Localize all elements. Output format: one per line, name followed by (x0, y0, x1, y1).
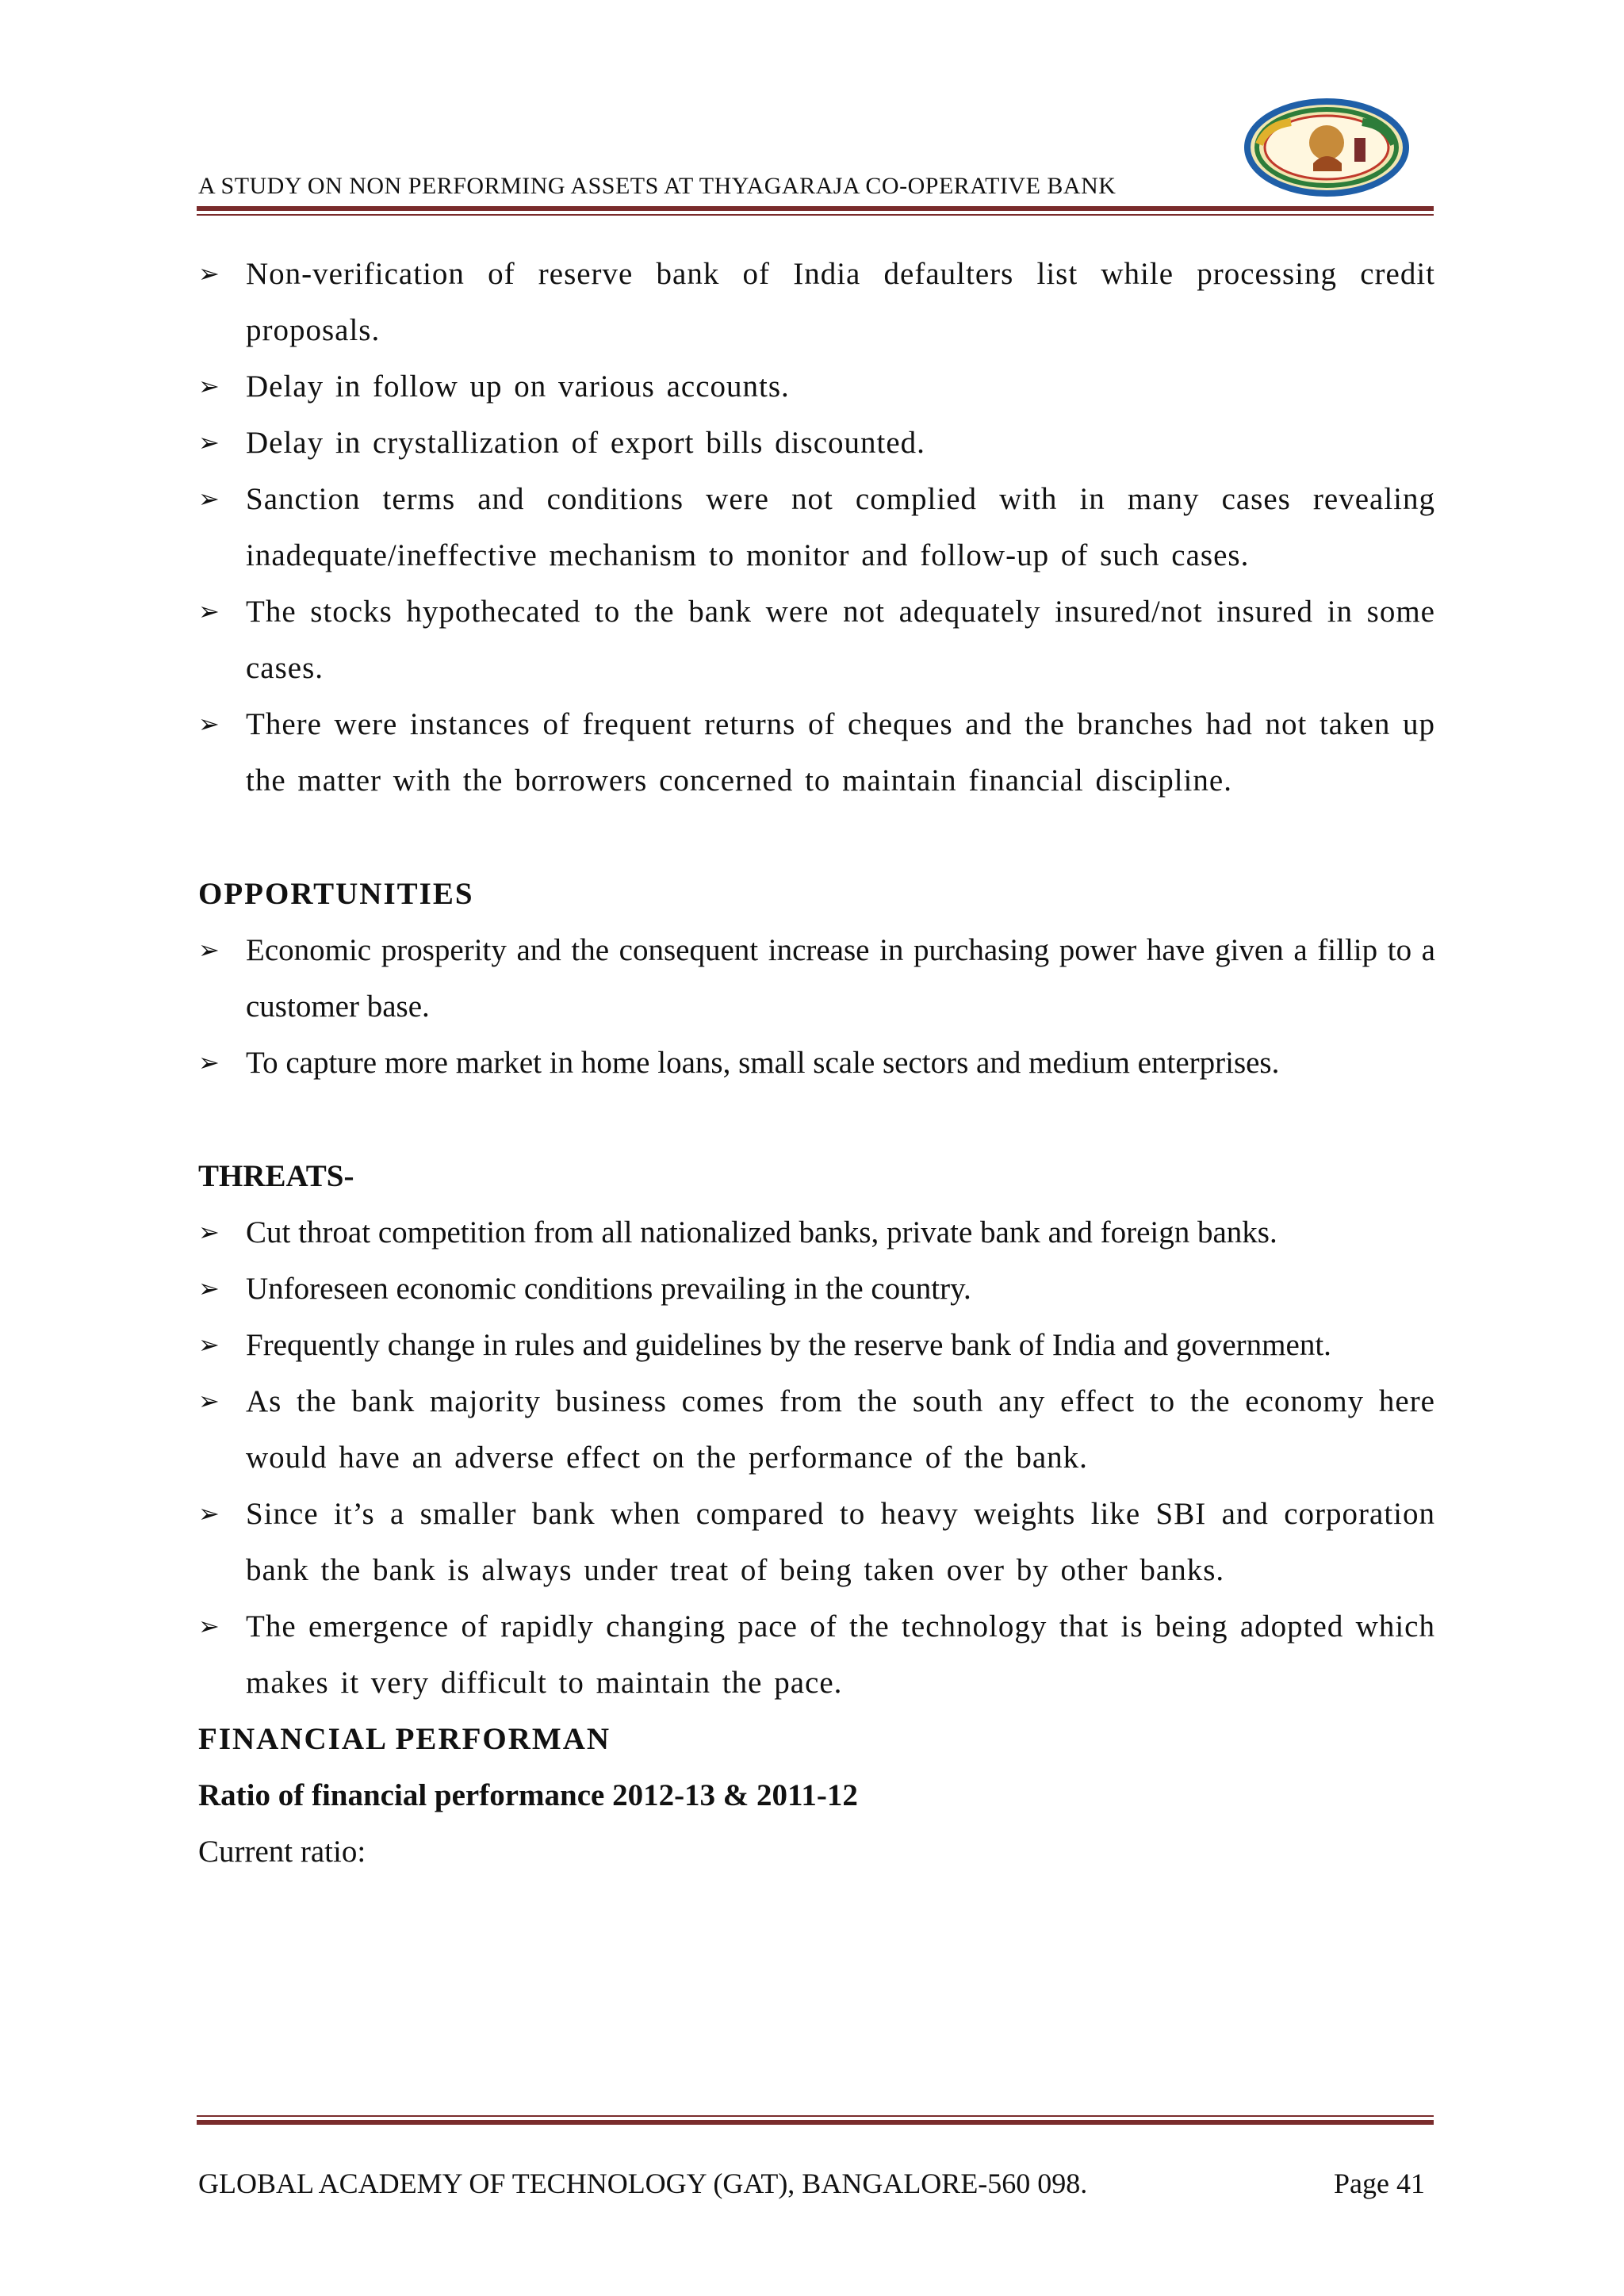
arrowhead-bullet-icon: ➢ (198, 1330, 220, 1360)
arrowhead-bullet-icon: ➢ (198, 1498, 220, 1529)
list-item: ➢ To capture more market in home loans, small scale sectors and medium enterprises. (198, 1035, 1435, 1091)
list-item: ➢ Delay in follow up on various accounts. (198, 358, 1435, 415)
arrowhead-bullet-icon: ➢ (198, 484, 220, 514)
list-item: ➢ Sanction terms and conditions were not complied with in many cases revealing inadequate/ineffective mechanism to monitor and follow-up of such cases. (198, 471, 1435, 584)
list-item: ➢ There were instances of frequent returns of cheques and the branches had not taken up the matter with the borrowers concerned to maintain financial discipline. (198, 696, 1435, 809)
page-content (198, 246, 1435, 1880)
threats-list (198, 1204, 1435, 1711)
list-item: ➢ As the bank majority business comes from the south any effect to the economy here would have an adverse effect on the performance of the bank. (198, 1373, 1435, 1486)
list-item: ➢ Non-verification of reserve bank of India defaulters list while processing credit proposals. (198, 246, 1435, 358)
list-item: ➢ Economic prosperity and the consequent increase in purchasing power have given a fillip to a customer base. (198, 922, 1435, 1035)
arrowhead-bullet-icon: ➢ (198, 1273, 220, 1303)
bank-emblem-logo (1243, 94, 1410, 197)
arrowhead-bullet-icon: ➢ (198, 427, 220, 457)
list-item: ➢ Frequently change in rules and guidelines by the reserve bank of India and government. (198, 1317, 1435, 1373)
page-header-title: A STUDY ON NON PERFORMING ASSETS AT THYAGARAJA CO-OPERATIVE BANK (198, 173, 1116, 199)
list-item: ➢ Unforeseen economic conditions prevailing in the country. (198, 1261, 1435, 1317)
arrowhead-bullet-icon: ➢ (198, 709, 220, 739)
threats-heading: THREATS- (198, 1159, 354, 1193)
footer-institution: GLOBAL ACADEMY OF TECHNOLOGY (GAT), BANGALORE-560 098. (198, 2168, 1088, 2199)
opportunities-list (198, 922, 1435, 1091)
arrowhead-bullet-icon: ➢ (198, 1386, 220, 1416)
list-item: ➢ The stocks hypothecated to the bank were not adequately insured/not insured in some cases. (198, 584, 1435, 696)
arrowhead-bullet-icon: ➢ (198, 1047, 220, 1077)
arrowhead-bullet-icon: ➢ (198, 258, 220, 289)
arrowhead-bullet-icon: ➢ (198, 935, 220, 965)
header-rule (197, 206, 1434, 216)
arrowhead-bullet-icon: ➢ (198, 596, 220, 626)
list-item: ➢ Delay in crystallization of export bills discounted. (198, 415, 1435, 471)
list-item: ➢ The emergence of rapidly changing pace of the technology that is being adopted which makes it very difficult to maintain the pace. (198, 1598, 1435, 1711)
opportunities-heading: OPPORTUNITIES (198, 877, 474, 911)
current-ratio-label: Current ratio: (198, 1835, 366, 1869)
arrowhead-bullet-icon: ➢ (198, 1611, 220, 1641)
arrowhead-bullet-icon: ➢ (198, 1217, 220, 1247)
list-item: ➢ Since it’s a smaller bank when compared to heavy weights like SBI and corporation bank the bank is always under treat of being taken over by other banks. (198, 1486, 1435, 1598)
page-number: Page 41 (1334, 2168, 1425, 2199)
arrowhead-bullet-icon: ➢ (198, 371, 220, 401)
footer-rule (197, 2115, 1434, 2125)
list-item: ➢ Cut throat competition from all nationalized banks, private bank and foreign banks. (198, 1204, 1435, 1261)
financial-subheading: Ratio of financial performance 2012-13 & 2011-12 (198, 1778, 858, 1812)
weaknesses-list (198, 246, 1435, 809)
financial-heading: FINANCIAL PERFORMAN (198, 1722, 611, 1756)
